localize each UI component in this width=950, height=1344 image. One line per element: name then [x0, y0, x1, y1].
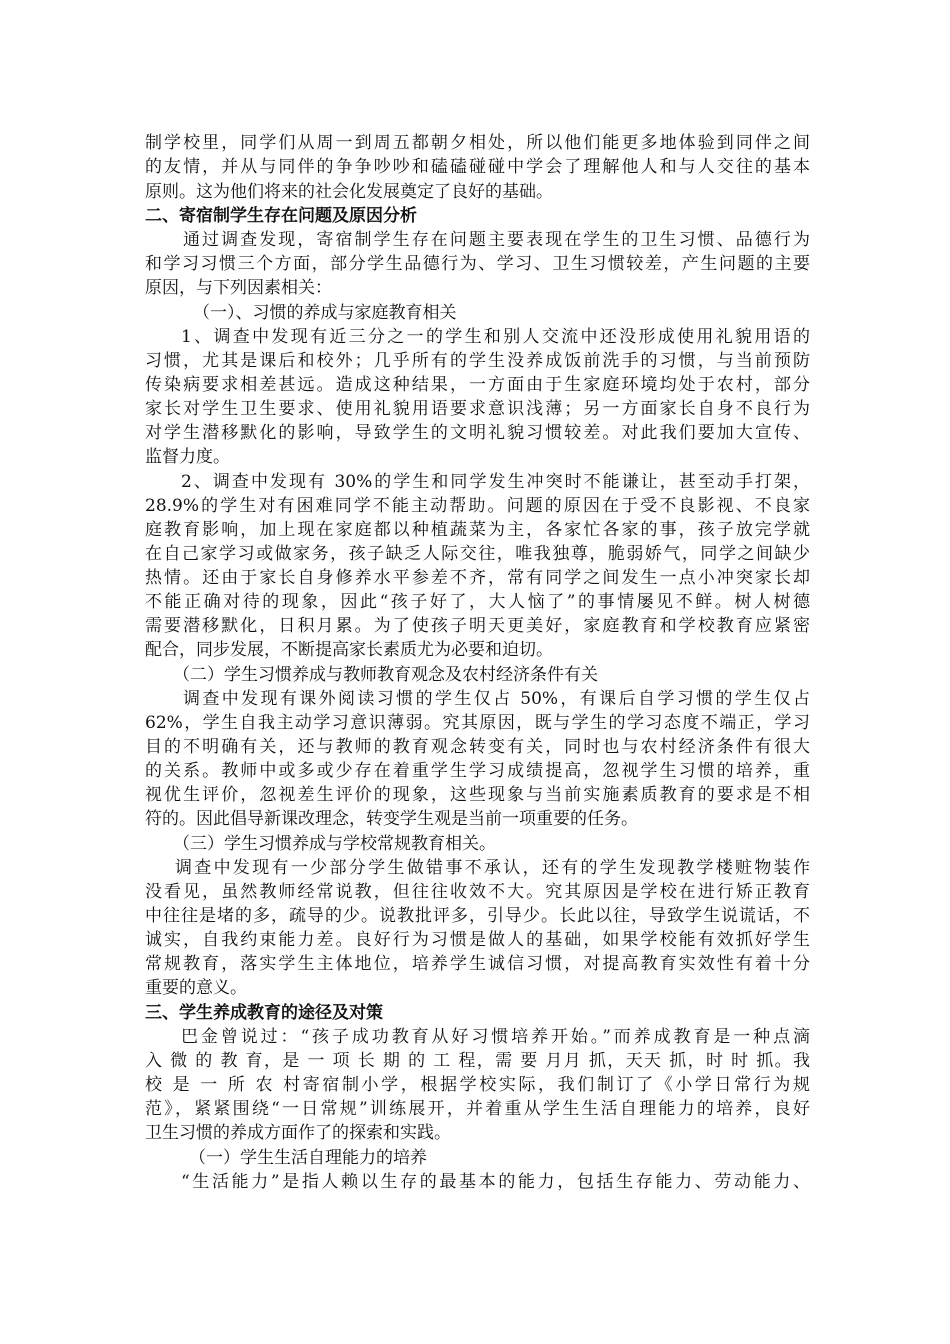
text-line: 常规教育，落实学生主体地位，培养学生诚信习惯，对提高教育实效性有着十分 — [145, 954, 810, 974]
text-line: 热情。还由于家长自身修养水平参差不齐，常有同学之间发生一点小冲突家长却 — [145, 568, 810, 588]
text-line: 符的。因此倡导新课改理念，转变学生观是当前一项重要的任务。 — [145, 809, 638, 829]
text-line: 1、调查中发现有近三分之一的学生和别人交流中还没形成使用礼貌用语的 — [181, 327, 810, 347]
text-line: 庭教育影响，加上现在家庭都以种植蔬菜为主，各家忙各家的事，孩子放完学就 — [145, 520, 810, 540]
text-line: （一）学生生活自理能力的培养 — [189, 1148, 427, 1168]
text-line: 调查中发现有一少部分学生做错事不承认，还有的学生发现教学楼赃物装作 — [175, 858, 810, 878]
text-line: （二）学生习惯养成与教师教育观念及农村经济条件有关 — [173, 665, 598, 685]
text-line: 制学校里，同学们从周一到周五都朝夕相处，所以他们能更多地体验到同伴之间 — [145, 133, 810, 153]
text-line: 监督力度。 — [145, 447, 230, 467]
text-line: 通过调查发现，寄宿制学生存在问题主要表现在学生的卫生习惯、品德行为 — [183, 230, 810, 250]
text-line: 的关系。教师中或多或少存在着重学生学习成绩提高，忽视学生习惯的培养，重 — [145, 761, 810, 781]
text-line: 2、调查中发现有 30%的学生和同学发生冲突时不能谦让，甚至动手打架， — [181, 472, 810, 492]
text-line: 没看见，虽然教师经常说教，但往往收效不大。究其原因是学校在进行矫正教育 — [145, 882, 810, 902]
text-line: 诚实，自我约束能力差。良好行为习惯是做人的基础，如果学校能有效抓好学生 — [145, 930, 810, 950]
text-line: 原因，与下列因素相关： — [145, 278, 332, 298]
text-line: 传染病要求相差甚远。造成这种结果，一方面由于生家庭环境均处于农村，部分 — [145, 375, 810, 395]
text-line: 入 微 的 教 育，是 一 项 长 期 的 工 程，需 要 月月 抓，天天 抓，时 时 抓。我 — [145, 1051, 810, 1071]
text-line: （一）、习惯的养成与家庭教育相关 — [193, 303, 457, 323]
text-line: 卫生习惯的养成方面作了的探索和实践。 — [145, 1123, 451, 1143]
text-line: 巴金曾说过：“孩子成功教育从好习惯培养开始。”而养成教育是一种点滴 — [181, 1027, 810, 1047]
text-line: 校 是 一 所 农 村寄宿制小学，根据学校实际，我们制订了《小学日常行为规 — [145, 1075, 810, 1095]
text-line: 的友情，并从与同伴的争争吵吵和磕磕碰碰中学会了理解他人和与人交往的基本 — [145, 157, 810, 177]
text-line: 家长对学生卫生要求、使用礼貌用语要求意识浅薄；另一方面家长自身不良行为 — [145, 399, 810, 419]
text-line: 配合，同步发展，不断提高家长素质尤为必要和迫切。 — [145, 640, 553, 660]
text-line: “生活能力”是指人赖以生存的最基本的能力，包括生存能力、劳动能力、 — [181, 1172, 810, 1192]
text-line: 62%，学生自我主动学习意识薄弱。究其原因，既与学生的学习态度不端正，学习 — [145, 713, 810, 733]
text-line: 范》，紧紧围绕“一日常规”训练展开，并着重从学生生活自理能力的培养，良好 — [145, 1099, 810, 1119]
text-line: 在自己家学习或做家务，孩子缺乏人际交往，唯我独尊，脆弱娇气，同学之间缺少 — [145, 544, 810, 564]
text-line: 重要的意义。 — [145, 978, 247, 998]
text-line: 需要潜移默化，日积月累。为了使孩子明天更美好，家庭教育和学校教育应紧密 — [145, 616, 810, 636]
text-line: 不能正确对待的现象，因此“孩子好了，大人恼了”的事情屡见不鲜。树人树德 — [145, 592, 810, 612]
text-line: 对学生潜移默化的影响，导致学生的文明礼貌习惯较差。对此我们要加大宣传、 — [145, 423, 810, 443]
text-line: 目的不明确有关，还与教师的教育观念转变有关，同时也与农村经济条件有很大 — [145, 737, 810, 757]
text-line: （三）学生习惯养成与学校常规教育相关。 — [173, 834, 496, 854]
text-line: 28.9%的学生对有困难同学不能主动帮助。问题的原因在于受不良影视、不良家 — [145, 496, 810, 516]
text-line: 视优生评价，忽视差生评价的现象，这些现象与当前实施素质教育的要求是不相 — [145, 785, 810, 805]
text-line: 调查中发现有课外阅读习惯的学生仅占 50%，有课后自学习惯的学生仅占 — [183, 689, 810, 709]
section-heading: 二、寄宿制学生存在问题及原因分析 — [145, 206, 417, 226]
text-line: 原则。这为他们将来的社会化发展奠定了良好的基础。 — [145, 182, 553, 202]
text-line: 和学习习惯三个方面，部分学生品德行为、学习、卫生习惯较差，产生问题的主要 — [145, 254, 810, 274]
text-line: 中往往是堵的多，疏导的少。说教批评多，引导少。长此以往，导致学生说谎话，不 — [145, 906, 810, 926]
text-line: 习惯，尤其是课后和校外；几乎所有的学生没养成饭前洗手的习惯，与当前预防 — [145, 351, 810, 371]
section-heading: 三、学生养成教育的途径及对策 — [145, 1003, 383, 1023]
